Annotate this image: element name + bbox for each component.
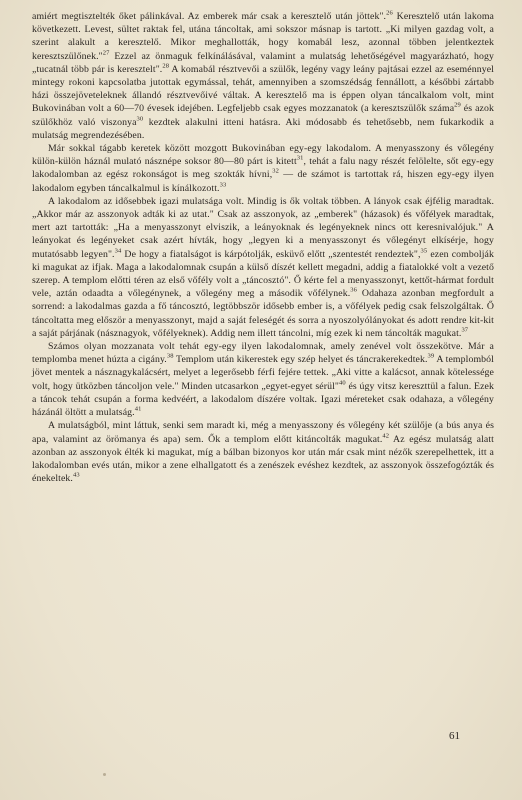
footnote-marker: 35 [420,247,428,255]
footnote-marker: 36 [350,287,357,294]
text-run: és úgy vitsz kereszttül a falun. Ezek a táncok tehát csupán a forma kedvéért, a lakodalom díszére voltak. Igazi méreteket csak odahaza, a vőlegény házánál öltött a mulatság. [32,380,494,419]
footnote-marker: 34 [114,247,122,255]
footnote-marker: 38 [166,353,174,361]
paragraph [32,142,494,195]
footnote-marker: 31 [296,154,304,162]
text-run: Az egész mulatság alatt azonban az asszonyok élték ki magukat, míg a bálban bizonyos kor után már csak mint nézők szerepelhettek, itt a lakodalomban evés után, mikor a zene elhallgatott és a zenészek evéshez kezdtek, az asszonyok összefogózták és énekeltek. [32,433,494,485]
text-run: A lakodalom az idősebbek igazi mulatsága volt. Mindig is ők voltak többen. A lányok csak éjfélig maradtak. „Akkor már az asszonyok adták ki az utat." Csak az asszonyok, az „emberek" (házasok) és vőfélyek maradtak, mert azt tartották: „Ha a menyasszonyt elviszik, a leányoknak és legényeknek nincs ott keresnivalójuk." A leányokat és legényeket csak azért hívták, hogy „legyen ki a menyasszonyt és vőlegényt elkísérje, hogy mutatósabb legyen". [32,195,494,260]
text-run: ezen combolják ki magukat az ifjak. Maga a lakodalomnak csupán a külső díszét kellett megadni, addig a fiatalokké volt a vezető szerep. A templom előtti téren az első vőfély volt a „táncosztó". Ő kérte fel a menyasszonyt, kettőt-hármat fordult vele, aztán odaadta a vőlegénynek, a vőlegény meg a második vőfélynek. [32,248,494,300]
footnote-marker: 42 [382,432,390,440]
text-run: De hogy a fiatalságot is kárpótolják, esküvő előtt „szentestét rendeztek", [121,248,421,260]
text-run: kezdtek alakulni itteni hatásra. Aki módosabb és tehetősebb, nem fukarkodik a mulatság megrendezésében. [32,116,494,141]
text-run: Odahaza azonban megfordult a sorrend: a lakodalmas gazda a fő táncosztó, legtöbbször idősebb ember is, a vőfélyek pedig csak felszolgáltak. Ő táncoltatta meg először a menyasszonyt, majd a saját feleségét és sorra a nyoszolyólányokat és adott rendre kit-kit a saját párjának (násznagyok, vőfélyeknek). Addig nem illett táncolni, míg ezek ki nem táncolták magukat. [32,288,494,339]
paragraph [32,195,494,340]
footnote-marker: 37 [461,326,469,334]
text-run: A templomból jövet mentek a násznagykalácsért, melyet a legerősebb férfi fejére tettek. „Aki vitte a kalácsot, annak kötelessége volt, hogy ütközben táncoljon vele." Minden utcasarkon „egyet-egyet sérül" [32,354,494,392]
text-run: , tehát a falu nagy részét felölelte, sőt egy-egy lakodalomban az egész rokonságot is meg szokták hívni, [32,156,494,181]
footnote-marker: 32 [272,168,279,176]
footnote-marker: 40 [339,379,346,387]
paragraph [32,340,494,419]
paper-speck [103,773,106,776]
footnote-marker: 33 [219,181,227,189]
footnote-marker: 30 [136,115,144,123]
text-run: — de számot is tartottak rá, hiszen egy-egy ilyen lakodalom egyben táncalkalmul is kínálkozott. [32,169,494,194]
footnote-marker: 27 [102,49,110,57]
footnote-marker: 26 [386,9,393,17]
text-run: és azok szülőkhöz való viszonya [32,103,494,128]
text-run: Keresztelő után lakoma következett. Levest, sültet raktak fel, utána táncoltak, ami sokszor másnap is tartott. „Ki milyen gazdag volt, a szerint alakult a keresztelő. Mikor meghallották, hogy komabál lesz, azonnal többen jelentkeztek keresztszülőnek." [32,11,494,62]
footnote-marker: 28 [162,62,170,70]
paragraph [32,10,494,142]
text-run: A mulatságból, mint láttuk, senki sem maradt ki, még a menyasszony és vőlegény két szülője (a bús anya és apa, valamint az örömanya és apa) sem. Ők a templom előtt kitáncolták magukat. [32,420,494,445]
body-text [32,10,494,485]
text-run: Ezzel az önmaguk felkínálásával, valamint a mulatság lehetőségével magyarázható, hogy „tucatnál több pár is keresztelt". [32,50,494,75]
footnote-marker: 43 [72,471,80,479]
text-run: A komabál résztvevői a szülők, legény vagy leány pajtásai ezzel az eseménnyel mintegy rokoni kapcsolatba jutottak egymással, tehát, amennyiben a szomszédság fennállott, a későbbi zártabb házi összejöveteleknek állandó résztvevőivé váltak. A keresztelő ma is éppen olyan táncalkalom volt, mint Bukovinában volt a 60—70 évesek idejében. Legfeljebb csak egyes mozzanatok (a keresztszülők száma [32,63,494,115]
text-run: Számos olyan mozzanata volt tehát egy-egy ilyen lakodalomnak, amely zenével volt összekötve. Már a templomba menet húzta a cigány. [32,341,494,366]
text-run: amiért megtisztelték őket pálinkával. Az emberek már csak a keresztelő után jöttek". [32,11,387,22]
footnote-marker: 39 [427,353,435,361]
paragraph [32,419,494,485]
text-run: Már sokkal tágabb keretek között mozgott Bukovinában egy-egy lakodalom. A menyasszony és vőlegény külön-külön háznál mulató násznépe soksor 80—80 párt is kitett [32,143,494,168]
footnote-marker: 41 [134,405,142,413]
text-run: Templom után kikerestek egy szép helyet és táncrakerekedtek. [173,354,428,366]
page-number: 61 [449,730,460,742]
footnote-marker: 29 [454,102,461,110]
